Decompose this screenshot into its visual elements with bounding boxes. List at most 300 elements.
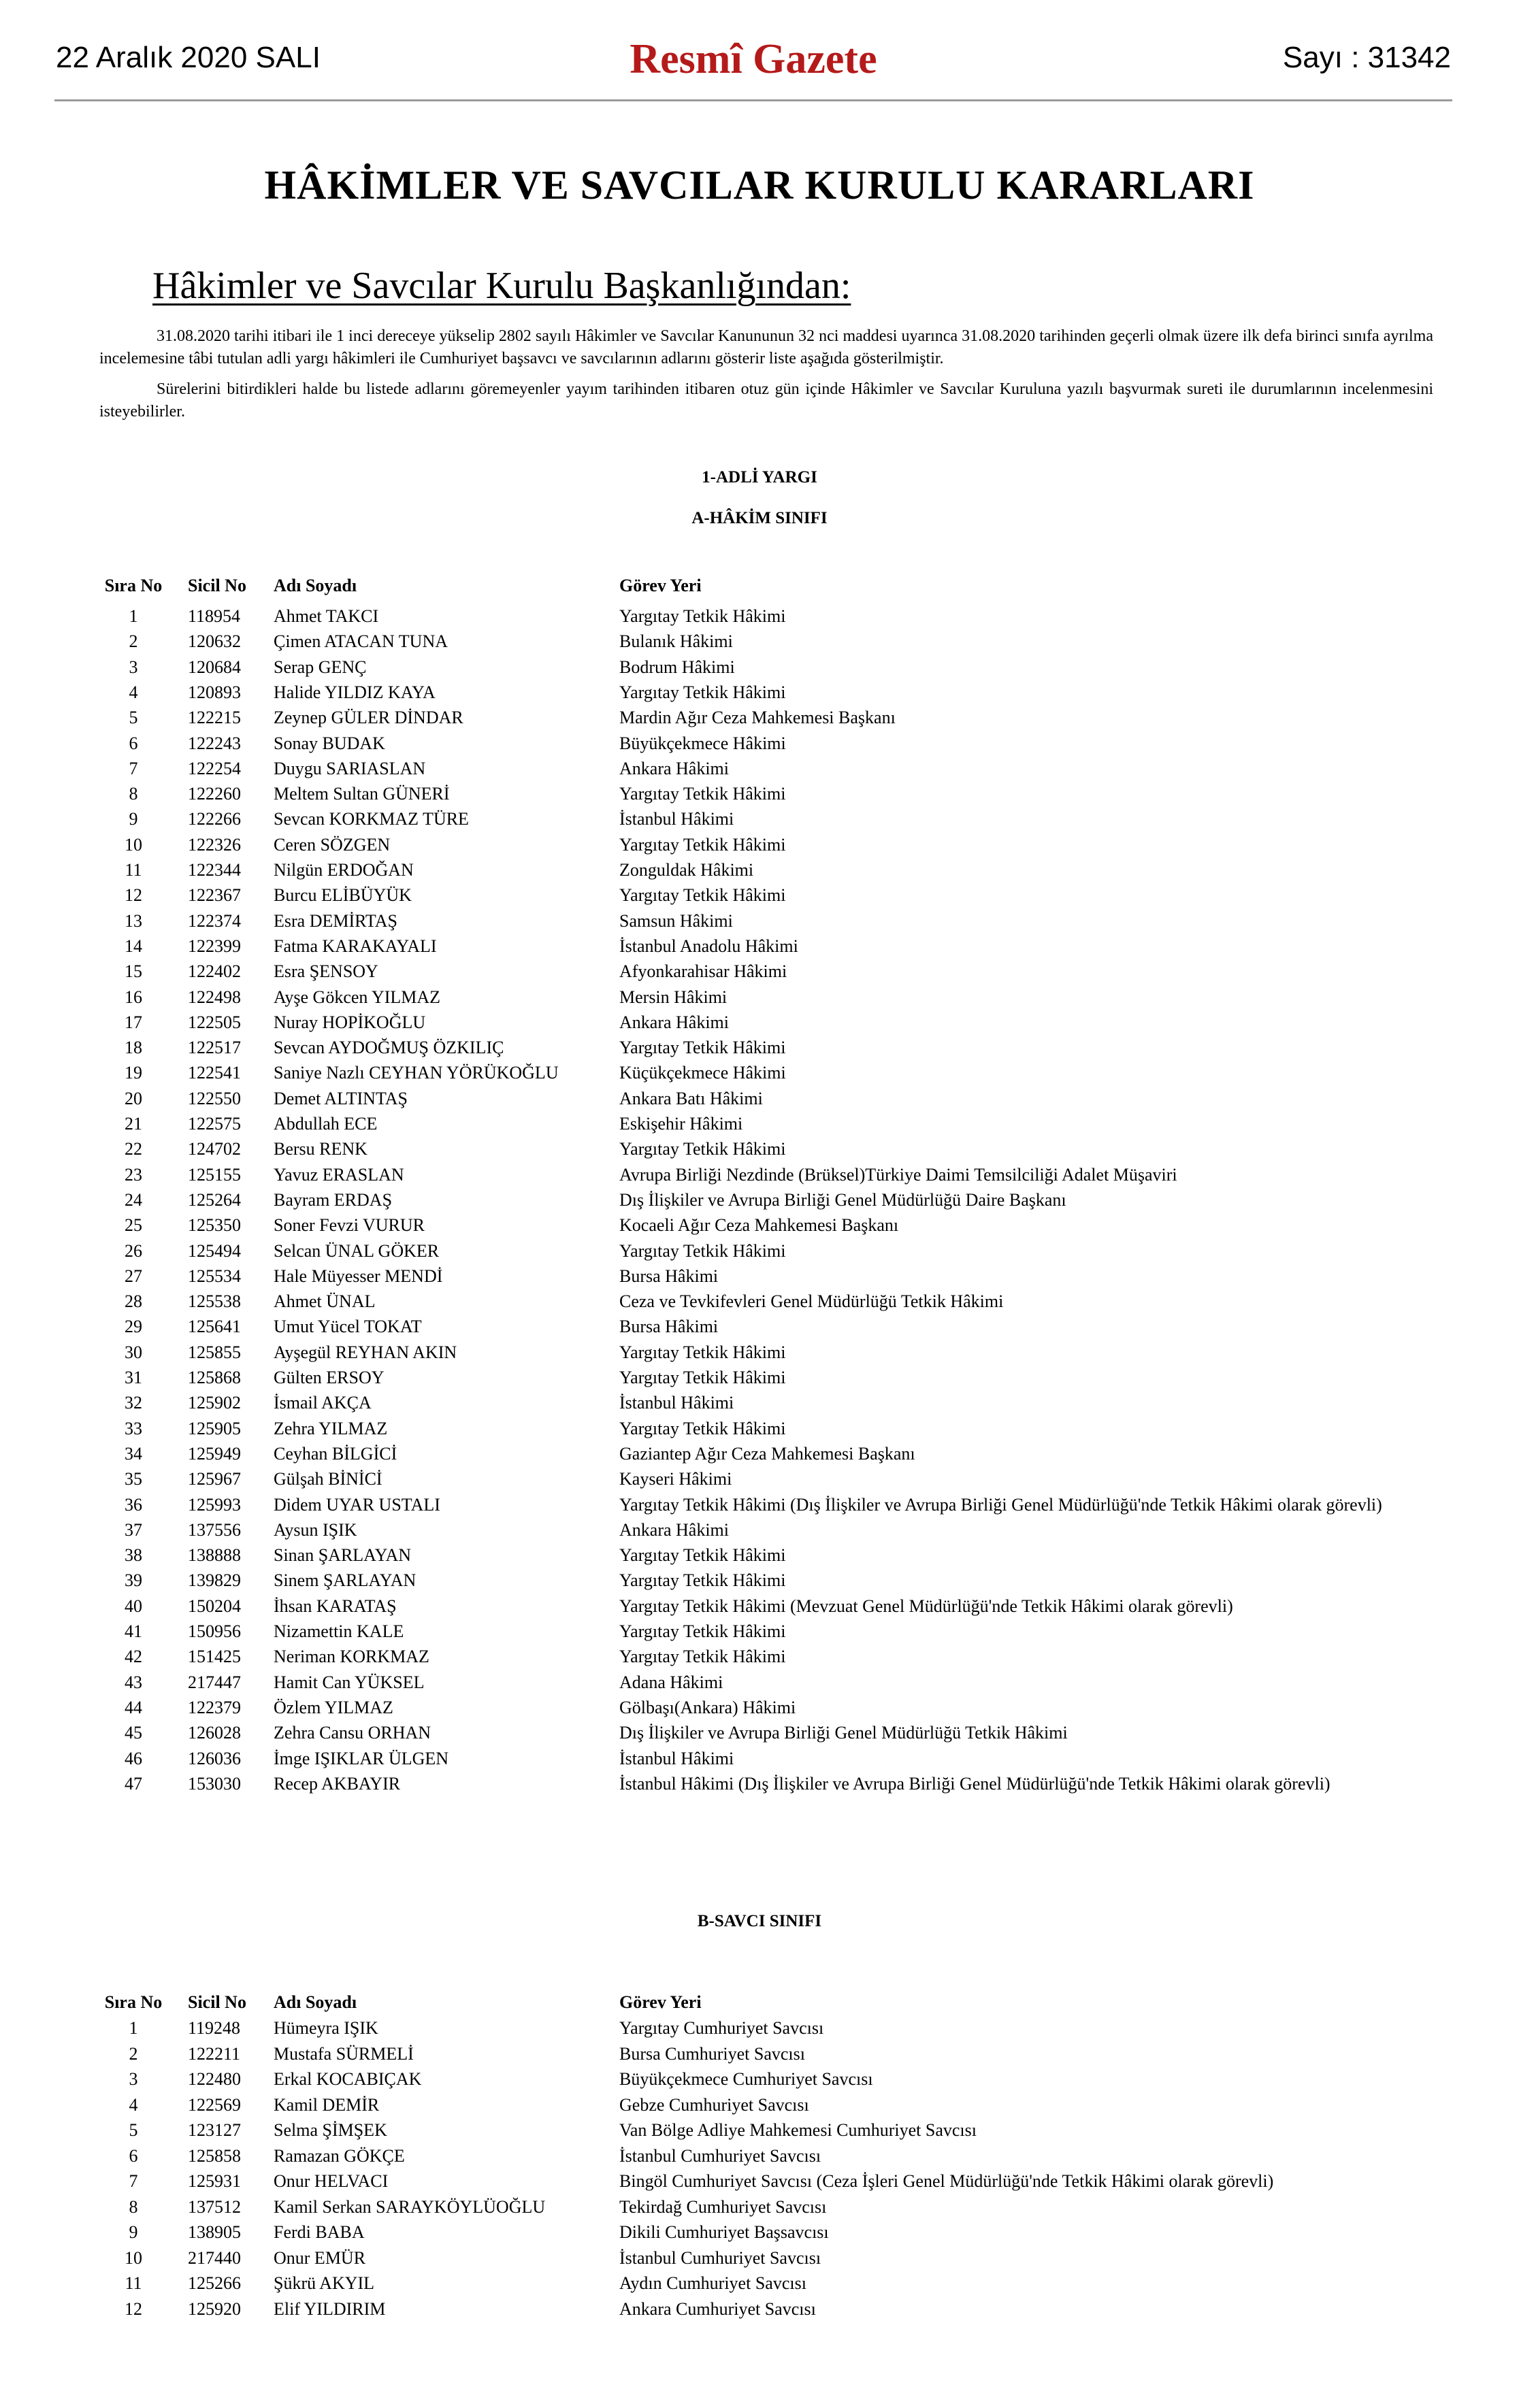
row-place: Yargıtay Tetkik Hâkimi: [619, 1368, 786, 1387]
row-sicil: 125920: [188, 2298, 241, 2319]
row-name: Aysun IŞIK: [274, 1519, 357, 1540]
table-row: [0, 885, 1519, 910]
table-row: [0, 784, 1519, 809]
row-no: 12: [125, 2298, 142, 2319]
row-sicil: 125350: [188, 1215, 241, 1236]
row-sicil: 125967: [188, 1469, 241, 1489]
row-no: 23: [125, 1164, 142, 1185]
row-sicil: 151425: [188, 1647, 241, 1667]
row-name: Ceren SÖZGEN: [274, 834, 391, 855]
table-row: [0, 2069, 1519, 2094]
row-place: Yargıtay Tetkik Hâkimi: [619, 1545, 786, 1566]
gazette-title: Resmî Gazete: [630, 36, 877, 82]
row-place: Eskişehir Hâkimi: [619, 1114, 743, 1134]
header-divider: [54, 99, 1452, 101]
row-sicil: 122505: [188, 1012, 241, 1032]
table-row: [0, 1621, 1519, 1647]
notice-paragraph: Sürelerini bitirdikleri halde bu listede adlarını göremeyenler yayım tarihinden itibaren otuz gün içinde Hâkimler ve Savcılar Kuruluna yazılı başvurmak sureti ile durumlarının incelenmesini isteyebilirler.: [99, 380, 1433, 420]
table-row: [0, 1114, 1519, 1139]
row-name: Özlem YILMAZ: [274, 1697, 393, 1717]
row-no: 10: [125, 2247, 142, 2268]
row-sicil: 137556: [188, 1519, 241, 1540]
row-place: Yargıtay Tetkik Hâkimi: [619, 1418, 786, 1438]
authority-heading: Hâkimler ve Savcılar Kurulu Başkanlığından:: [152, 265, 851, 307]
table-row: [0, 2018, 1519, 2043]
row-no: 21: [125, 1114, 142, 1134]
row-sicil: 138905: [188, 2222, 241, 2242]
row-sicil: 125855: [188, 1342, 241, 1362]
row-place: Yargıtay Tetkik Hâkimi: [619, 1647, 786, 1667]
row-name: Saniye Nazlı CEYHAN YÖRÜKOĞLU: [274, 1063, 559, 1083]
table-row: [0, 1596, 1519, 1621]
row-no: 1: [129, 2018, 138, 2038]
row-sicil: 217440: [188, 2247, 241, 2268]
row-no: 26: [125, 1240, 142, 1261]
row-no: 9: [129, 2222, 138, 2242]
table-row: [0, 2273, 1519, 2298]
row-sicil: 119248: [188, 2018, 241, 2038]
part-heading: 1-ADLİ YARGI: [702, 468, 817, 486]
row-place: Tekirdağ Cumhuriyet Savcısı: [619, 2196, 827, 2217]
row-no: 33: [125, 1418, 142, 1438]
row-name: Onur EMÜR: [274, 2247, 366, 2268]
hakim-class-heading: A-HÂKİM SINIFI: [691, 509, 828, 527]
row-sicil: 125155: [188, 1164, 241, 1185]
row-place: Yargıtay Tetkik Hâkimi (Mevzuat Genel Müdürlüğü'nde Tetkik Hâkimi olarak görevli): [619, 1596, 1233, 1616]
row-sicil: 122402: [188, 961, 241, 982]
table-row: [0, 2120, 1519, 2145]
row-place: Ankara Batı Hâkimi: [619, 1088, 763, 1108]
row-place: İstanbul Hâkimi: [619, 1393, 734, 1413]
row-name: Ayşegül REYHAN AKIN: [274, 1342, 457, 1362]
table-row: [0, 1190, 1519, 1215]
row-place: Gebze Cumhuriyet Savcısı: [619, 2094, 809, 2115]
row-no: 3: [129, 2069, 138, 2089]
row-sicil: 122215: [188, 708, 241, 728]
row-no: 19: [125, 1063, 142, 1083]
row-sicil: 122266: [188, 809, 241, 829]
table-row: [0, 2299, 1519, 2324]
row-place: Bodrum Hâkimi: [619, 657, 735, 677]
table-row: [0, 1444, 1519, 1469]
row-sicil: 122575: [188, 1114, 241, 1134]
row-no: 11: [125, 2273, 142, 2293]
row-sicil: 150204: [188, 1596, 241, 1616]
row-no: 37: [125, 1519, 142, 1540]
table-row: [0, 1393, 1519, 1418]
table-row: [0, 1774, 1519, 1799]
row-no: 38: [125, 1545, 142, 1566]
row-place: Dış İlişkiler ve Avrupa Birliği Genel Müdürlüğü Tetkik Hâkimi: [619, 1723, 1068, 1743]
col-header-no: Sıra No: [104, 576, 163, 595]
row-sicil: 122254: [188, 758, 241, 778]
table-row: [0, 835, 1519, 860]
row-name: Zehra Cansu ORHAN: [274, 1723, 431, 1743]
row-name: Sevcan KORKMAZ TÜRE: [274, 809, 469, 829]
row-no: 46: [125, 1748, 142, 1768]
row-no: 9: [129, 809, 138, 829]
table-row: [0, 2222, 1519, 2247]
table-row: [0, 809, 1519, 834]
row-place: Bursa Hâkimi: [619, 1317, 719, 1337]
table-row: [0, 1749, 1519, 1774]
row-name: Ayşe Gökcen YILMAZ: [274, 987, 441, 1007]
row-sicil: 122480: [188, 2069, 241, 2089]
row-sicil: 122211: [188, 2043, 241, 2064]
row-place: Ankara Hâkimi: [619, 758, 730, 778]
row-place: Ankara Cumhuriyet Savcısı: [619, 2298, 816, 2319]
row-place: Van Bölge Adliye Mahkemesi Cumhuriyet Savcısı: [619, 2120, 977, 2140]
table-row: [0, 1241, 1519, 1266]
table-row: [0, 1545, 1519, 1570]
row-sicil: 122541: [188, 1063, 241, 1083]
row-name: Zeynep GÜLER DİNDAR: [274, 708, 463, 728]
col-header-sicil: Sicil No: [188, 576, 246, 595]
row-name: Bersu RENK: [274, 1139, 368, 1159]
table-row: [0, 1266, 1519, 1291]
row-name: Ramazan GÖKÇE: [274, 2145, 405, 2166]
row-place: Ceza ve Tevkifevleri Genel Müdürlüğü Tetkik Hâkimi: [619, 1291, 1004, 1312]
row-place: Mardin Ağır Ceza Mahkemesi Başkanı: [619, 708, 896, 728]
row-place: Adana Hâkimi: [619, 1672, 723, 1692]
row-name: Didem UYAR USTALI: [274, 1494, 440, 1515]
row-name: Ahmet ÜNAL: [274, 1291, 376, 1312]
row-place: Ankara Hâkimi: [619, 1519, 730, 1540]
table-row: [0, 1495, 1519, 1520]
row-name: Çimen ATACAN TUNA: [274, 631, 448, 652]
row-sicil: 126036: [188, 1748, 241, 1768]
masthead: [56, 35, 1451, 97]
row-name: Sinan ŞARLAYAN: [274, 1545, 412, 1566]
savci-class-heading: B-SAVCI SINIFI: [697, 1912, 822, 1930]
row-sicil: 120893: [188, 682, 241, 702]
row-no: 27: [125, 1266, 142, 1286]
row-place: Yargıtay Tetkik Hâkimi: [619, 1240, 786, 1261]
row-no: 5: [129, 2120, 138, 2140]
table-row: [0, 2095, 1519, 2120]
row-no: 14: [125, 936, 142, 956]
row-sicil: 125534: [188, 1266, 241, 1286]
row-sicil: 118954: [188, 606, 241, 626]
table-row: [0, 1419, 1519, 1444]
row-name: Burcu ELİBÜYÜK: [274, 885, 412, 906]
row-name: Gülşah BİNİCİ: [274, 1469, 382, 1489]
table-row: [0, 860, 1519, 885]
publication-date: 22 Aralık 2020 SALI: [56, 41, 321, 74]
row-no: 4: [129, 2094, 138, 2115]
row-place: Gölbaşı(Ankara) Hâkimi: [619, 1697, 796, 1717]
row-sicil: 122399: [188, 936, 241, 956]
row-no: 11: [125, 860, 142, 880]
row-name: Elif YILDIRIM: [274, 2298, 386, 2319]
intro-paragraph: 31.08.2020 tarihi itibari ile 1 inci dereceye yükselip 2802 sayılı Hâkimler ve Savcılar Kanununun 32 nci maddesi uyarınca 31.08.2020 tarihinden geçerli olmak üzere ilk defa birinci sınıfa ayrılma incelemesine tâbi tutulan adli yargı hâkimleri ile Cumhuriyet başsavcı ve savcılarının adlarını gösterir liste aşağıda gösterilmiştir.: [99, 327, 1433, 367]
row-sicil: 122374: [188, 910, 241, 931]
row-no: 4: [129, 682, 138, 702]
row-place: Gaziantep Ağır Ceza Mahkemesi Başkanı: [619, 1443, 915, 1464]
row-name: İsmail AKÇA: [274, 1393, 372, 1413]
row-no: 12: [125, 885, 142, 906]
row-name: Halide YILDIZ KAYA: [274, 682, 436, 702]
row-sicil: 120632: [188, 631, 241, 652]
row-sicil: 123127: [188, 2120, 241, 2140]
col-header-sicil: Sicil No: [188, 1992, 246, 2012]
row-name: Sonay BUDAK: [274, 733, 385, 753]
row-place: Bulanık Hâkimi: [619, 631, 733, 652]
table-row: [0, 1672, 1519, 1698]
savci-table-header: [0, 1992, 1519, 2017]
row-place: Avrupa Birliği Nezdinde (Brüksel)Türkiye Daimi Temsilciliği Adalet Müşaviri: [619, 1164, 1177, 1185]
row-sicil: 125905: [188, 1418, 241, 1438]
row-place: Bursa Hâkimi: [619, 1266, 719, 1286]
table-row: [0, 1342, 1519, 1368]
row-name: Nuray HOPİKOĞLU: [274, 1012, 426, 1032]
row-no: 40: [125, 1596, 142, 1616]
table-row: [0, 708, 1519, 733]
col-header-place: Görev Yeri: [619, 576, 702, 595]
hakim-table-header: [0, 576, 1519, 601]
row-no: 28: [125, 1291, 142, 1312]
table-row: [0, 1317, 1519, 1342]
row-sicil: 125931: [188, 2171, 241, 2191]
table-row: [0, 1469, 1519, 1494]
row-no: 10: [125, 834, 142, 855]
row-name: Ceyhan BİLGİCİ: [274, 1443, 397, 1464]
row-place: Büyükçekmece Hâkimi: [619, 733, 786, 753]
row-sicil: 125264: [188, 1189, 241, 1210]
row-sicil: 217447: [188, 1672, 241, 1692]
table-row: [0, 733, 1519, 759]
row-no: 32: [125, 1393, 142, 1413]
row-sicil: 153030: [188, 1773, 241, 1794]
row-name: Onur HELVACI: [274, 2171, 389, 2191]
row-no: 36: [125, 1494, 142, 1515]
row-no: 8: [129, 2196, 138, 2217]
row-no: 22: [125, 1139, 142, 1159]
row-place: Yargıtay Tetkik Hâkimi: [619, 1570, 786, 1591]
row-place: Kocaeli Ağır Ceza Mahkemesi Başkanı: [619, 1215, 899, 1236]
row-sicil: 125993: [188, 1494, 241, 1515]
row-no: 44: [125, 1697, 142, 1717]
row-place: İstanbul Hâkimi (Dış İlişkiler ve Avrupa Birliği Genel Müdürlüğü'nde Tetkik Hâkimi olarak görevli): [619, 1773, 1330, 1794]
row-sicil: 122550: [188, 1088, 241, 1108]
row-name: İmge IŞIKLAR ÜLGEN: [274, 1748, 449, 1768]
row-place: Zonguldak Hâkimi: [619, 860, 754, 880]
table-row: [0, 1291, 1519, 1317]
table-row: [0, 759, 1519, 784]
row-place: Yargıtay Tetkik Hâkimi: [619, 1621, 786, 1641]
row-no: 15: [125, 961, 142, 982]
row-no: 3: [129, 657, 138, 677]
table-row: [0, 1368, 1519, 1393]
table-row: [0, 1698, 1519, 1723]
col-header-no: Sıra No: [104, 1992, 163, 2012]
row-name: İhsan KARATAŞ: [274, 1596, 397, 1616]
row-sicil: 125641: [188, 1317, 241, 1337]
row-name: Soner Fevzi VURUR: [274, 1215, 425, 1236]
row-place: Yargıtay Tetkik Hâkimi (Dış İlişkiler ve Avrupa Birliği Genel Müdürlüğü'nde Tetkik Hâkimi olarak görevli): [619, 1494, 1382, 1515]
table-row: [0, 1215, 1519, 1240]
table-row: [0, 2146, 1519, 2171]
row-no: 42: [125, 1647, 142, 1667]
row-sicil: 137512: [188, 2196, 241, 2217]
col-header-name: Adı Soyadı: [274, 576, 357, 595]
table-row: [0, 1038, 1519, 1063]
row-sicil: 126028: [188, 1723, 241, 1743]
row-name: Hale Müyesser MENDİ: [274, 1266, 443, 1286]
row-name: Nizamettin KALE: [274, 1621, 404, 1641]
row-place: Yargıtay Tetkik Hâkimi: [619, 1139, 786, 1159]
row-place: Yargıtay Tetkik Hâkimi: [619, 784, 786, 804]
row-name: Umut Yücel TOKAT: [274, 1317, 422, 1337]
row-sicil: 124702: [188, 1139, 241, 1159]
row-name: Şükrü AKYIL: [274, 2273, 375, 2293]
row-place: Büyükçekmece Cumhuriyet Savcısı: [619, 2069, 873, 2089]
row-no: 20: [125, 1088, 142, 1108]
row-no: 6: [129, 2145, 138, 2166]
row-sicil: 122344: [188, 860, 241, 880]
row-sicil: 139829: [188, 1570, 241, 1591]
row-place: Yargıtay Tetkik Hâkimi: [619, 682, 786, 702]
row-name: Ferdi BABA: [274, 2222, 365, 2242]
row-sicil: 120684: [188, 657, 241, 677]
row-name: Neriman KORKMAZ: [274, 1647, 429, 1667]
row-place: Yargıtay Tetkik Hâkimi: [619, 885, 786, 906]
row-no: 41: [125, 1621, 142, 1641]
row-place: Yargıtay Tetkik Hâkimi: [619, 1342, 786, 1362]
row-no: 5: [129, 708, 138, 728]
issue-number: Sayı : 31342: [1282, 41, 1451, 74]
row-sicil: 122367: [188, 885, 241, 906]
col-header-place: Görev Yeri: [619, 1992, 702, 2012]
row-sicil: 122326: [188, 834, 241, 855]
row-no: 35: [125, 1469, 142, 1489]
row-name: Mustafa SÜRMELİ: [274, 2043, 414, 2064]
row-place: Yargıtay Cumhuriyet Savcısı: [619, 2018, 824, 2038]
table-row: [0, 961, 1519, 987]
row-sicil: 125858: [188, 2145, 241, 2166]
row-no: 24: [125, 1189, 142, 1210]
row-sicil: 125949: [188, 1443, 241, 1464]
row-name: Serap GENÇ: [274, 657, 367, 677]
row-no: 45: [125, 1723, 142, 1743]
row-no: 13: [125, 910, 142, 931]
row-sicil: 125538: [188, 1291, 241, 1312]
row-sicil: 138888: [188, 1545, 241, 1566]
row-no: 39: [125, 1570, 142, 1591]
table-row: [0, 657, 1519, 682]
row-no: 17: [125, 1012, 142, 1032]
row-sicil: 125266: [188, 2273, 241, 2293]
row-place: Dış İlişkiler ve Avrupa Birliği Genel Müdürlüğü Daire Başkanı: [619, 1189, 1066, 1210]
row-name: Esra DEMİRTAŞ: [274, 910, 397, 931]
row-name: Kamil DEMİR: [274, 2094, 380, 2115]
section-title: HÂKİMLER VE SAVCILAR KURULU KARARLARI: [264, 163, 1255, 208]
row-sicil: 150956: [188, 1621, 241, 1641]
row-no: 47: [125, 1773, 142, 1794]
row-no: 30: [125, 1342, 142, 1362]
row-name: Bayram ERDAŞ: [274, 1189, 393, 1210]
row-sicil: 125868: [188, 1368, 241, 1387]
row-name: Meltem Sultan GÜNERİ: [274, 784, 450, 804]
row-place: Afyonkarahisar Hâkimi: [619, 961, 787, 982]
table-row: [0, 1139, 1519, 1164]
row-place: Küçükçekmece Hâkimi: [619, 1063, 786, 1083]
row-no: 8: [129, 784, 138, 804]
row-place: Bursa Cumhuriyet Savcısı: [619, 2043, 805, 2064]
row-place: Yargıtay Tetkik Hâkimi: [619, 834, 786, 855]
row-sicil: 122260: [188, 784, 241, 804]
table-row: [0, 682, 1519, 708]
table-row: [0, 631, 1519, 657]
table-row: [0, 911, 1519, 936]
row-no: 16: [125, 987, 142, 1007]
row-place: Kayseri Hâkimi: [619, 1469, 732, 1489]
col-header-name: Adı Soyadı: [274, 1992, 357, 2012]
row-place: Ankara Hâkimi: [619, 1012, 730, 1032]
row-no: 43: [125, 1672, 142, 1692]
row-sicil: 122379: [188, 1697, 241, 1717]
table-row: [0, 606, 1519, 631]
row-name: Nilgün ERDOĞAN: [274, 860, 414, 880]
row-place: İstanbul Hâkimi: [619, 1748, 734, 1768]
row-name: Kamil Serkan SARAYKÖYLÜOĞLU: [274, 2196, 546, 2217]
row-place: Yargıtay Tetkik Hâkimi: [619, 1038, 786, 1058]
row-no: 7: [129, 2171, 138, 2191]
row-sicil: 122569: [188, 2094, 241, 2115]
table-row: [0, 2248, 1519, 2273]
row-name: Zehra YILMAZ: [274, 1418, 388, 1438]
row-name: Hamit Can YÜKSEL: [274, 1672, 425, 1692]
row-place: İstanbul Cumhuriyet Savcısı: [619, 2145, 821, 2166]
row-name: Hümeyra IŞIK: [274, 2018, 378, 2038]
row-name: Sevcan AYDOĞMUŞ ÖZKILIÇ: [274, 1038, 504, 1058]
table-row: [0, 1089, 1519, 1114]
table-row: [0, 936, 1519, 961]
row-name: Fatma KARAKAYALI: [274, 936, 437, 956]
table-row: [0, 987, 1519, 1012]
row-no: 34: [125, 1443, 142, 1464]
row-name: Sinem ŞARLAYAN: [274, 1570, 416, 1591]
row-name: Erkal KOCABIÇAK: [274, 2069, 422, 2089]
row-name: Demet ALTINTAŞ: [274, 1088, 408, 1108]
row-sicil: 122517: [188, 1038, 241, 1058]
row-place: Bingöl Cumhuriyet Savcısı (Ceza İşleri Genel Müdürlüğü'nde Tetkik Hâkimi olarak görevli): [619, 2171, 1274, 2191]
row-no: 7: [129, 758, 138, 778]
row-no: 29: [125, 1317, 142, 1337]
row-name: Esra ŞENSOY: [274, 961, 378, 982]
row-no: 31: [125, 1368, 142, 1387]
row-name: Selma ŞİMŞEK: [274, 2120, 387, 2140]
row-sicil: 122498: [188, 987, 241, 1007]
row-place: İstanbul Hâkimi: [619, 809, 734, 829]
row-sicil: 125494: [188, 1240, 241, 1261]
row-place: Dikili Cumhuriyet Başsavcısı: [619, 2222, 829, 2242]
row-place: Mersin Hâkimi: [619, 987, 728, 1007]
row-sicil: 122243: [188, 733, 241, 753]
row-no: 1: [129, 606, 138, 626]
row-no: 2: [129, 631, 138, 652]
table-row: [0, 2197, 1519, 2222]
row-no: 6: [129, 733, 138, 753]
row-no: 18: [125, 1038, 142, 1058]
table-row: [0, 1723, 1519, 1748]
table-row: [0, 1063, 1519, 1088]
table-row: [0, 2171, 1519, 2196]
row-name: Abdullah ECE: [274, 1114, 378, 1134]
row-name: Selcan ÜNAL GÖKER: [274, 1240, 440, 1261]
table-row: [0, 1165, 1519, 1190]
table-row: [0, 1647, 1519, 1672]
